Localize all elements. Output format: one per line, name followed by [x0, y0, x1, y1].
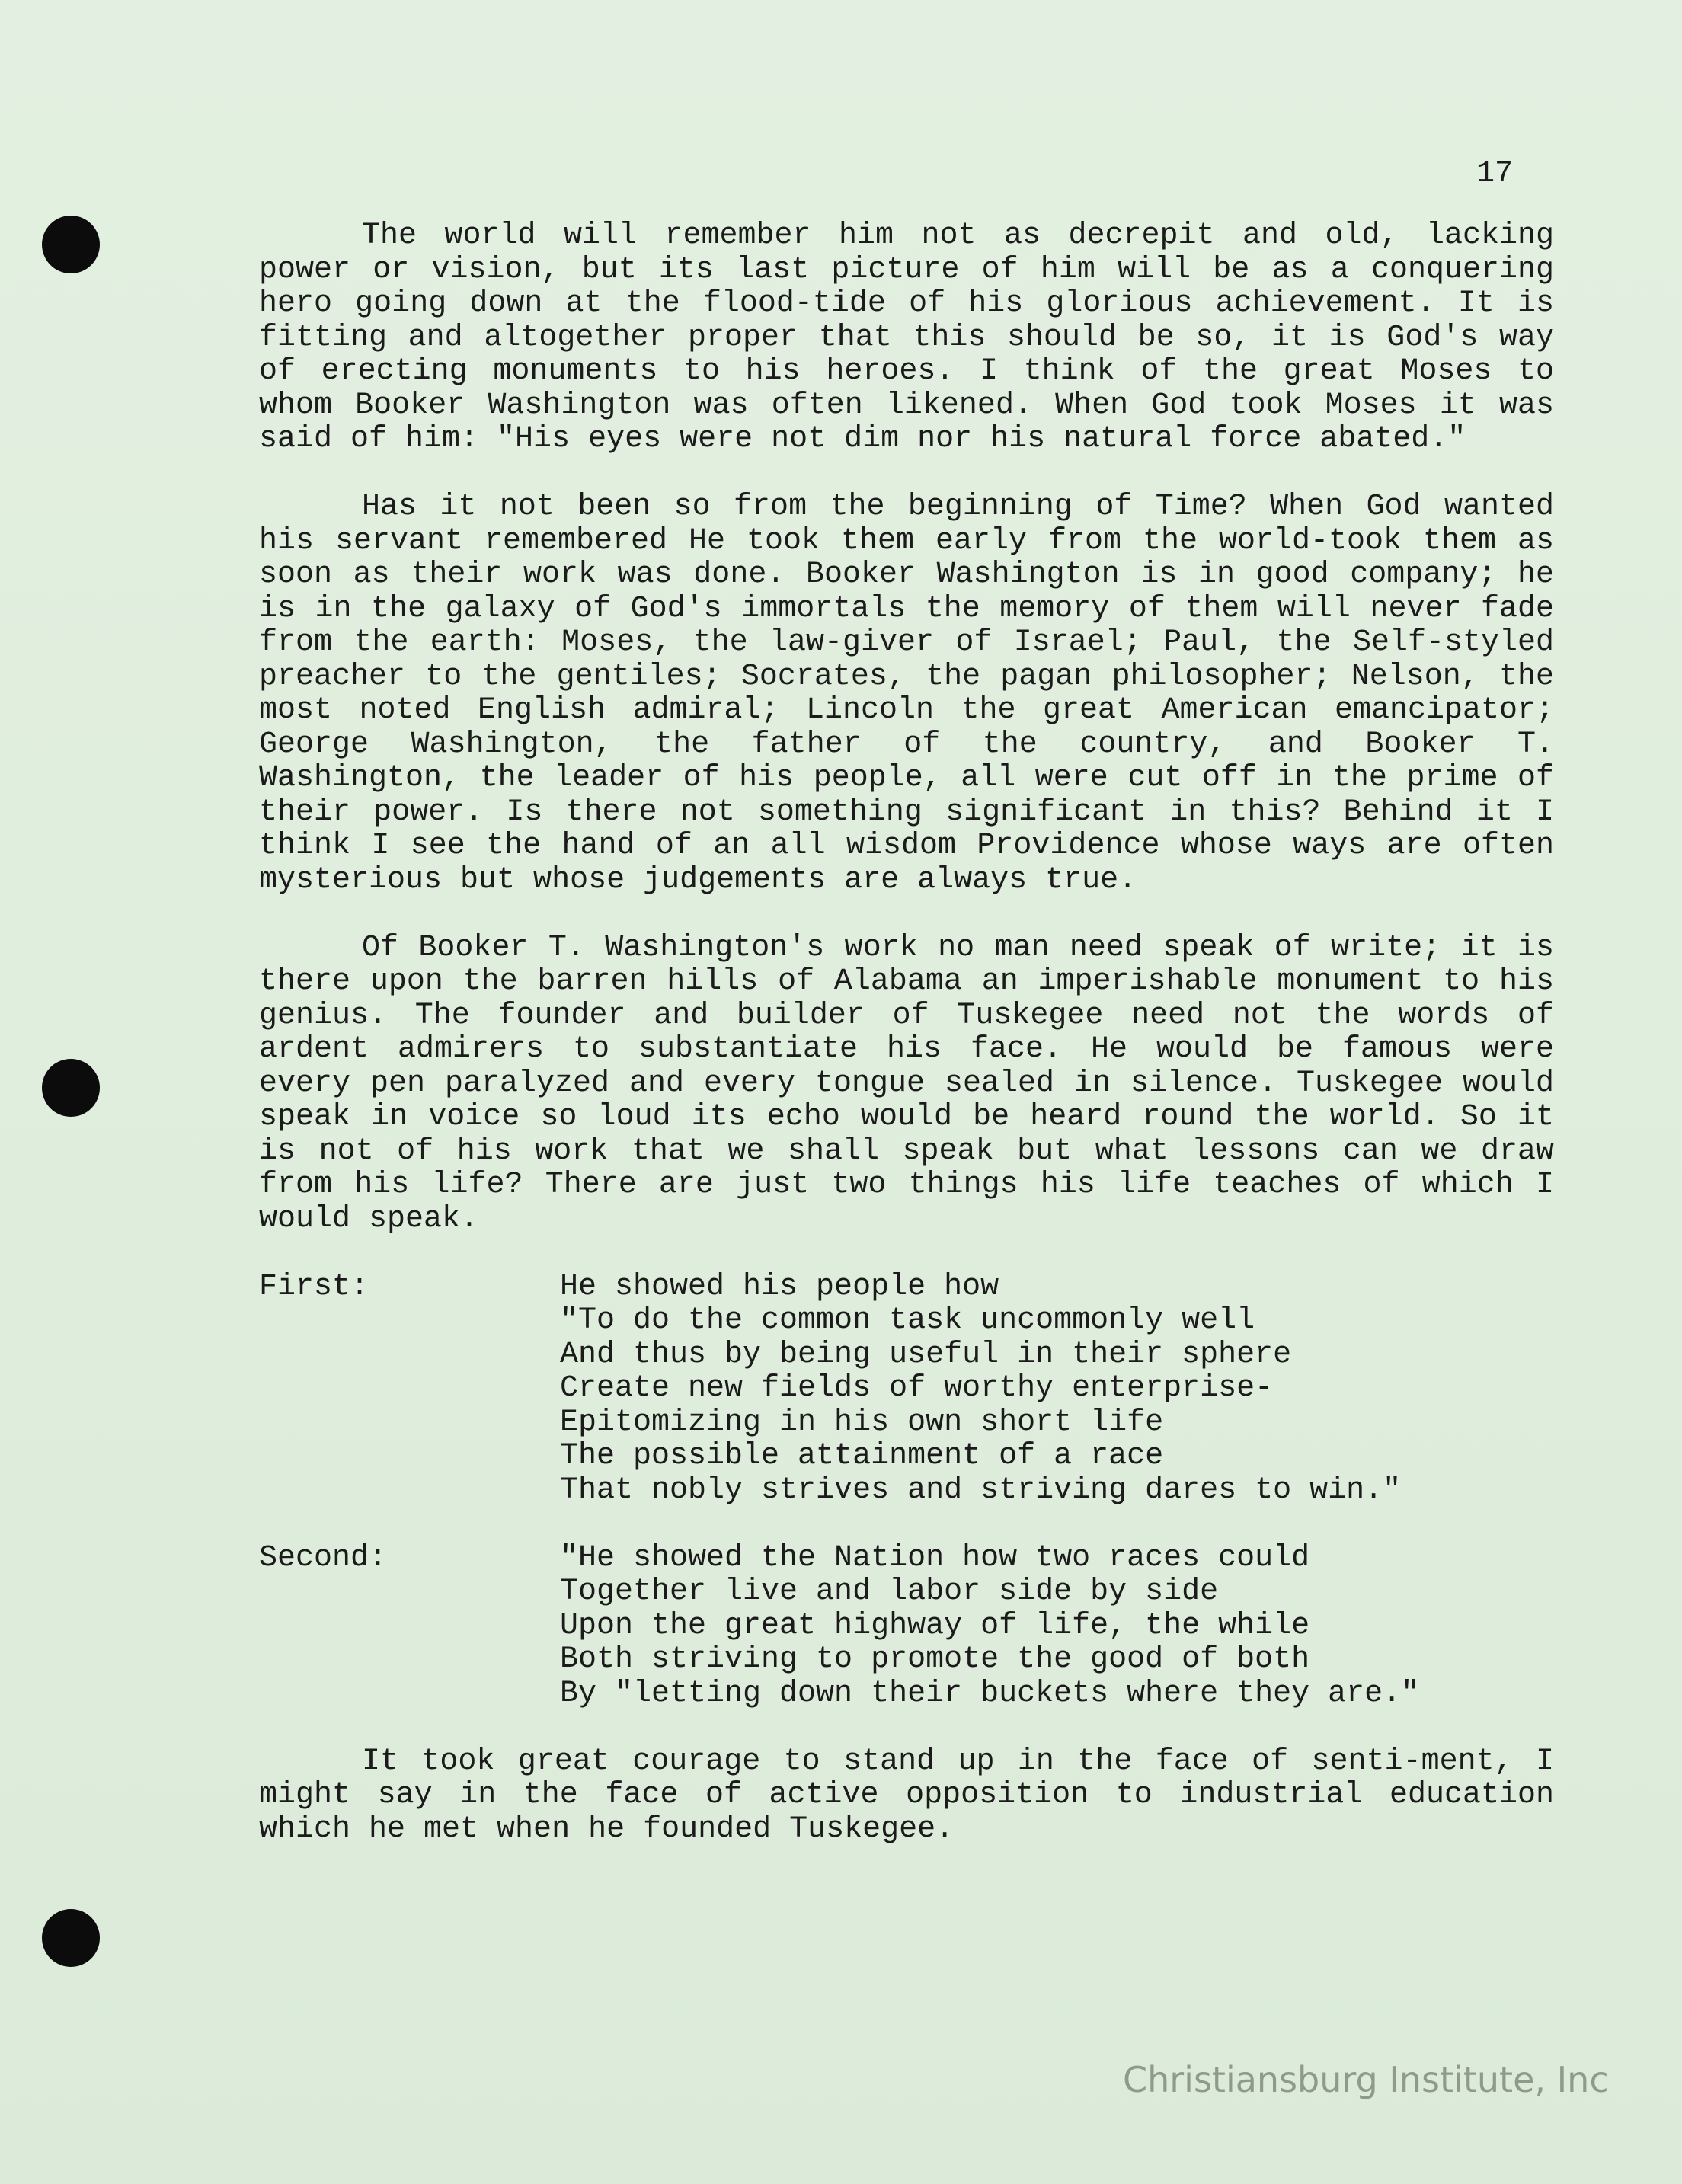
punch-hole-bottom: [42, 1909, 100, 1967]
punch-hole-middle: [42, 1059, 100, 1117]
closing-paragraph: It took great courage to stand up in the face of senti-ment, I might say in the face of active opposition to industrial education which he met when he founded Tuskegee.: [259, 1744, 1554, 1847]
verse-line: Create new fields of worthy enterprise-: [560, 1371, 1274, 1405]
verse-line: He showed his people how: [560, 1269, 999, 1304]
watermark: Christiansburg Institute, Inc: [1123, 2059, 1609, 2100]
verse-line: Upon the great highway of life, the while: [560, 1608, 1310, 1643]
verse-line: "He showed the Nation how two races could: [560, 1540, 1310, 1575]
verse-line: Epitomizing in his own short life: [560, 1405, 1164, 1440]
punch-hole-top: [42, 216, 100, 273]
page-number: 17: [1476, 157, 1514, 191]
verse-line: Both striving to promote the good of both: [560, 1642, 1310, 1677]
second-lesson: [259, 1542, 1554, 1712]
paragraph-1: The world will remember him not as decrepit and old, lacking power or vision, but its last picture of him will be as a conquering hero going down at the flood-tide of his glorious achievement. It is fitting and altogether proper that this should be so, it is God's way of erecting monuments to his heroes. I think of the great Moses to whom Booker Washington was often likened. When God took Moses it was said of him: "His eyes were not dim nor his natural force abated.": [259, 219, 1554, 456]
verse-line: "To do the common task uncommonly well: [560, 1303, 1255, 1338]
paragraph-3: Of Booker T. Washington's work no man need speak of write; it is there upon the barren hills of Alabama an imperishable monument to his genius. The founder and builder of Tuskegee need not the words of ardent admirers to substantiate his face. He would be famous were every pen paralyzed and every tongue sealed in silence. Tuskegee would speak in voice so loud its echo would be heard round the world. So it is not of his work that we shall speak but what lessons can we draw from his life? There are just two things his life teaches of which I would speak.: [259, 930, 1554, 1236]
first-lesson: [259, 1271, 1554, 1508]
first-label: First:: [259, 1269, 369, 1304]
second-verse: [560, 1542, 1554, 1712]
document-body: [259, 219, 1554, 1881]
verse-line: By "letting down their buckets where they are.": [560, 1676, 1420, 1711]
verse-line: That nobly strives and striving dares to win.": [560, 1473, 1402, 1508]
first-verse: [560, 1271, 1554, 1508]
verse-line: And thus by being useful in their sphere: [560, 1337, 1292, 1372]
verse-line: Together live and labor side by side: [560, 1575, 1219, 1609]
paragraph-2: Has it not been so from the beginning of Time? When God wanted his servant remembered He took them early from the world-took them as soon as their work was done. Booker Washington is in good company; he is in the galaxy of God's immortals the memory of them will never fade from the earth: Moses, the law-giver of Israel; Paul, the Self-styled preacher to the gentiles; Socrates, the pagan philosopher; Nelson, the most noted English admiral; Lincoln the great American emancipator; George Washington, the father of the country, and Booker T. Washington, the leader of his people, all were cut off in the prime of their power. Is there not something significant in this? Behind it I think I see the hand of an all wisdom Providence whose ways are often mysterious but whose judgements are always true.: [259, 490, 1554, 897]
verse-line: The possible attainment of a race: [560, 1439, 1164, 1473]
second-label: Second:: [259, 1540, 388, 1575]
